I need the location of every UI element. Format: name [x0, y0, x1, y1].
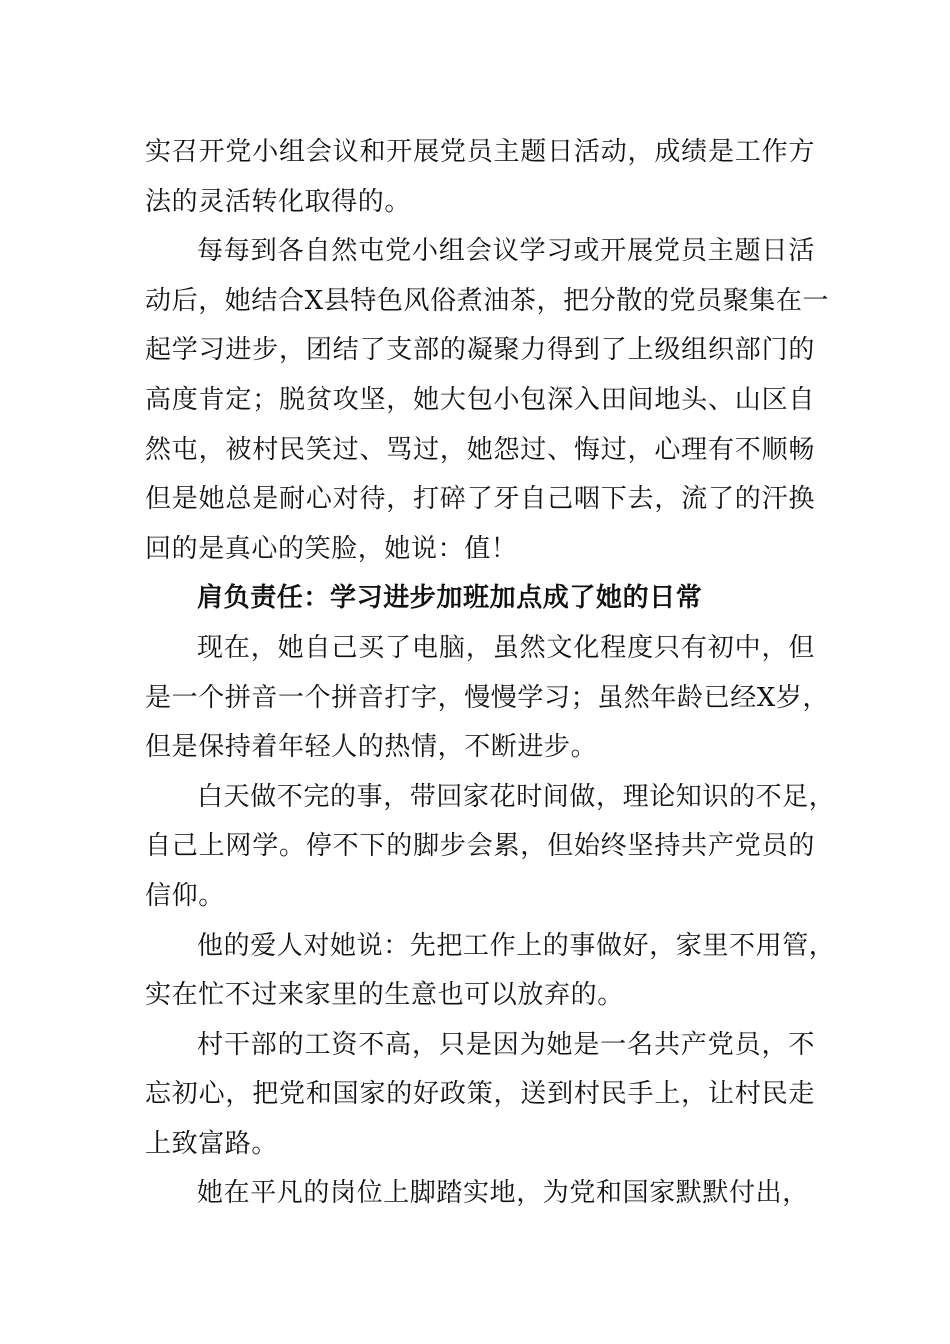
- paragraph-first-line: 她在平凡的岗位上脚踏实地，为党和国家默默付出，: [197, 1178, 809, 1209]
- text-line: 实召开党小组会议和开展党员主题日活动，成绩是工作方: [145, 137, 815, 167]
- text-line: 但是保持着年轻人的热情，不断进步。: [145, 732, 598, 763]
- text-line: 上致富路。: [145, 1128, 279, 1159]
- text-line: 起学习进步，团结了支部的凝聚力得到了上级组织部门的: [145, 335, 815, 366]
- paragraph-first-line: 他的爱人对她说：先把工作上的事做好，家里不用管，: [197, 930, 836, 961]
- section-heading: 肩负责任：学习进步加班加点成了她的日常: [197, 583, 703, 614]
- text-line: 动后，她结合X县特色风俗煮油茶，把分散的党员聚集在一: [145, 285, 830, 316]
- paragraph-first-line: 白天做不完的事，带回家花时间做，理论知识的不足，: [197, 781, 836, 812]
- document-body: [145, 128, 836, 1219]
- paragraph-first-line: 每每到各自然屯党小组会议学习或开展党员主题日活: [197, 236, 815, 267]
- text-line: 是一个拼音一个拼音打字，慢慢学习；虽然年龄已经X岁，: [145, 682, 830, 713]
- text-line: 自己上网学。停不下的脚步会累，但始终坚持共产党员的: [145, 831, 815, 862]
- text-line: 信仰。: [145, 880, 225, 911]
- text-line: 但是她总是耐心对待，打碎了牙自己咽下去，流了的汗换: [145, 484, 815, 515]
- paragraph-first-line: 村干部的工资不高，只是因为她是一名共产党员，不: [197, 1029, 815, 1060]
- paragraph-first-line: 现在，她自己买了电脑，虽然文化程度只有初中，但: [197, 632, 815, 663]
- text-line: 然屯，被村民笑过、骂过，她怨过、悔过，心理有不顺畅: [145, 434, 815, 465]
- text-line: 法的灵活转化取得的。: [145, 186, 412, 217]
- text-line: 实在忙不过来家里的生意也可以放弃的。: [145, 980, 624, 1011]
- text-line: 忘初心，把党和国家的好政策，送到村民手上，让村民走: [145, 1079, 815, 1110]
- text-line: 高度肯定；脱贫攻坚，她大包小包深入田间地头、山区自: [145, 384, 815, 415]
- text-line: 回的是真心的笑脸，她说：值！: [145, 533, 518, 564]
